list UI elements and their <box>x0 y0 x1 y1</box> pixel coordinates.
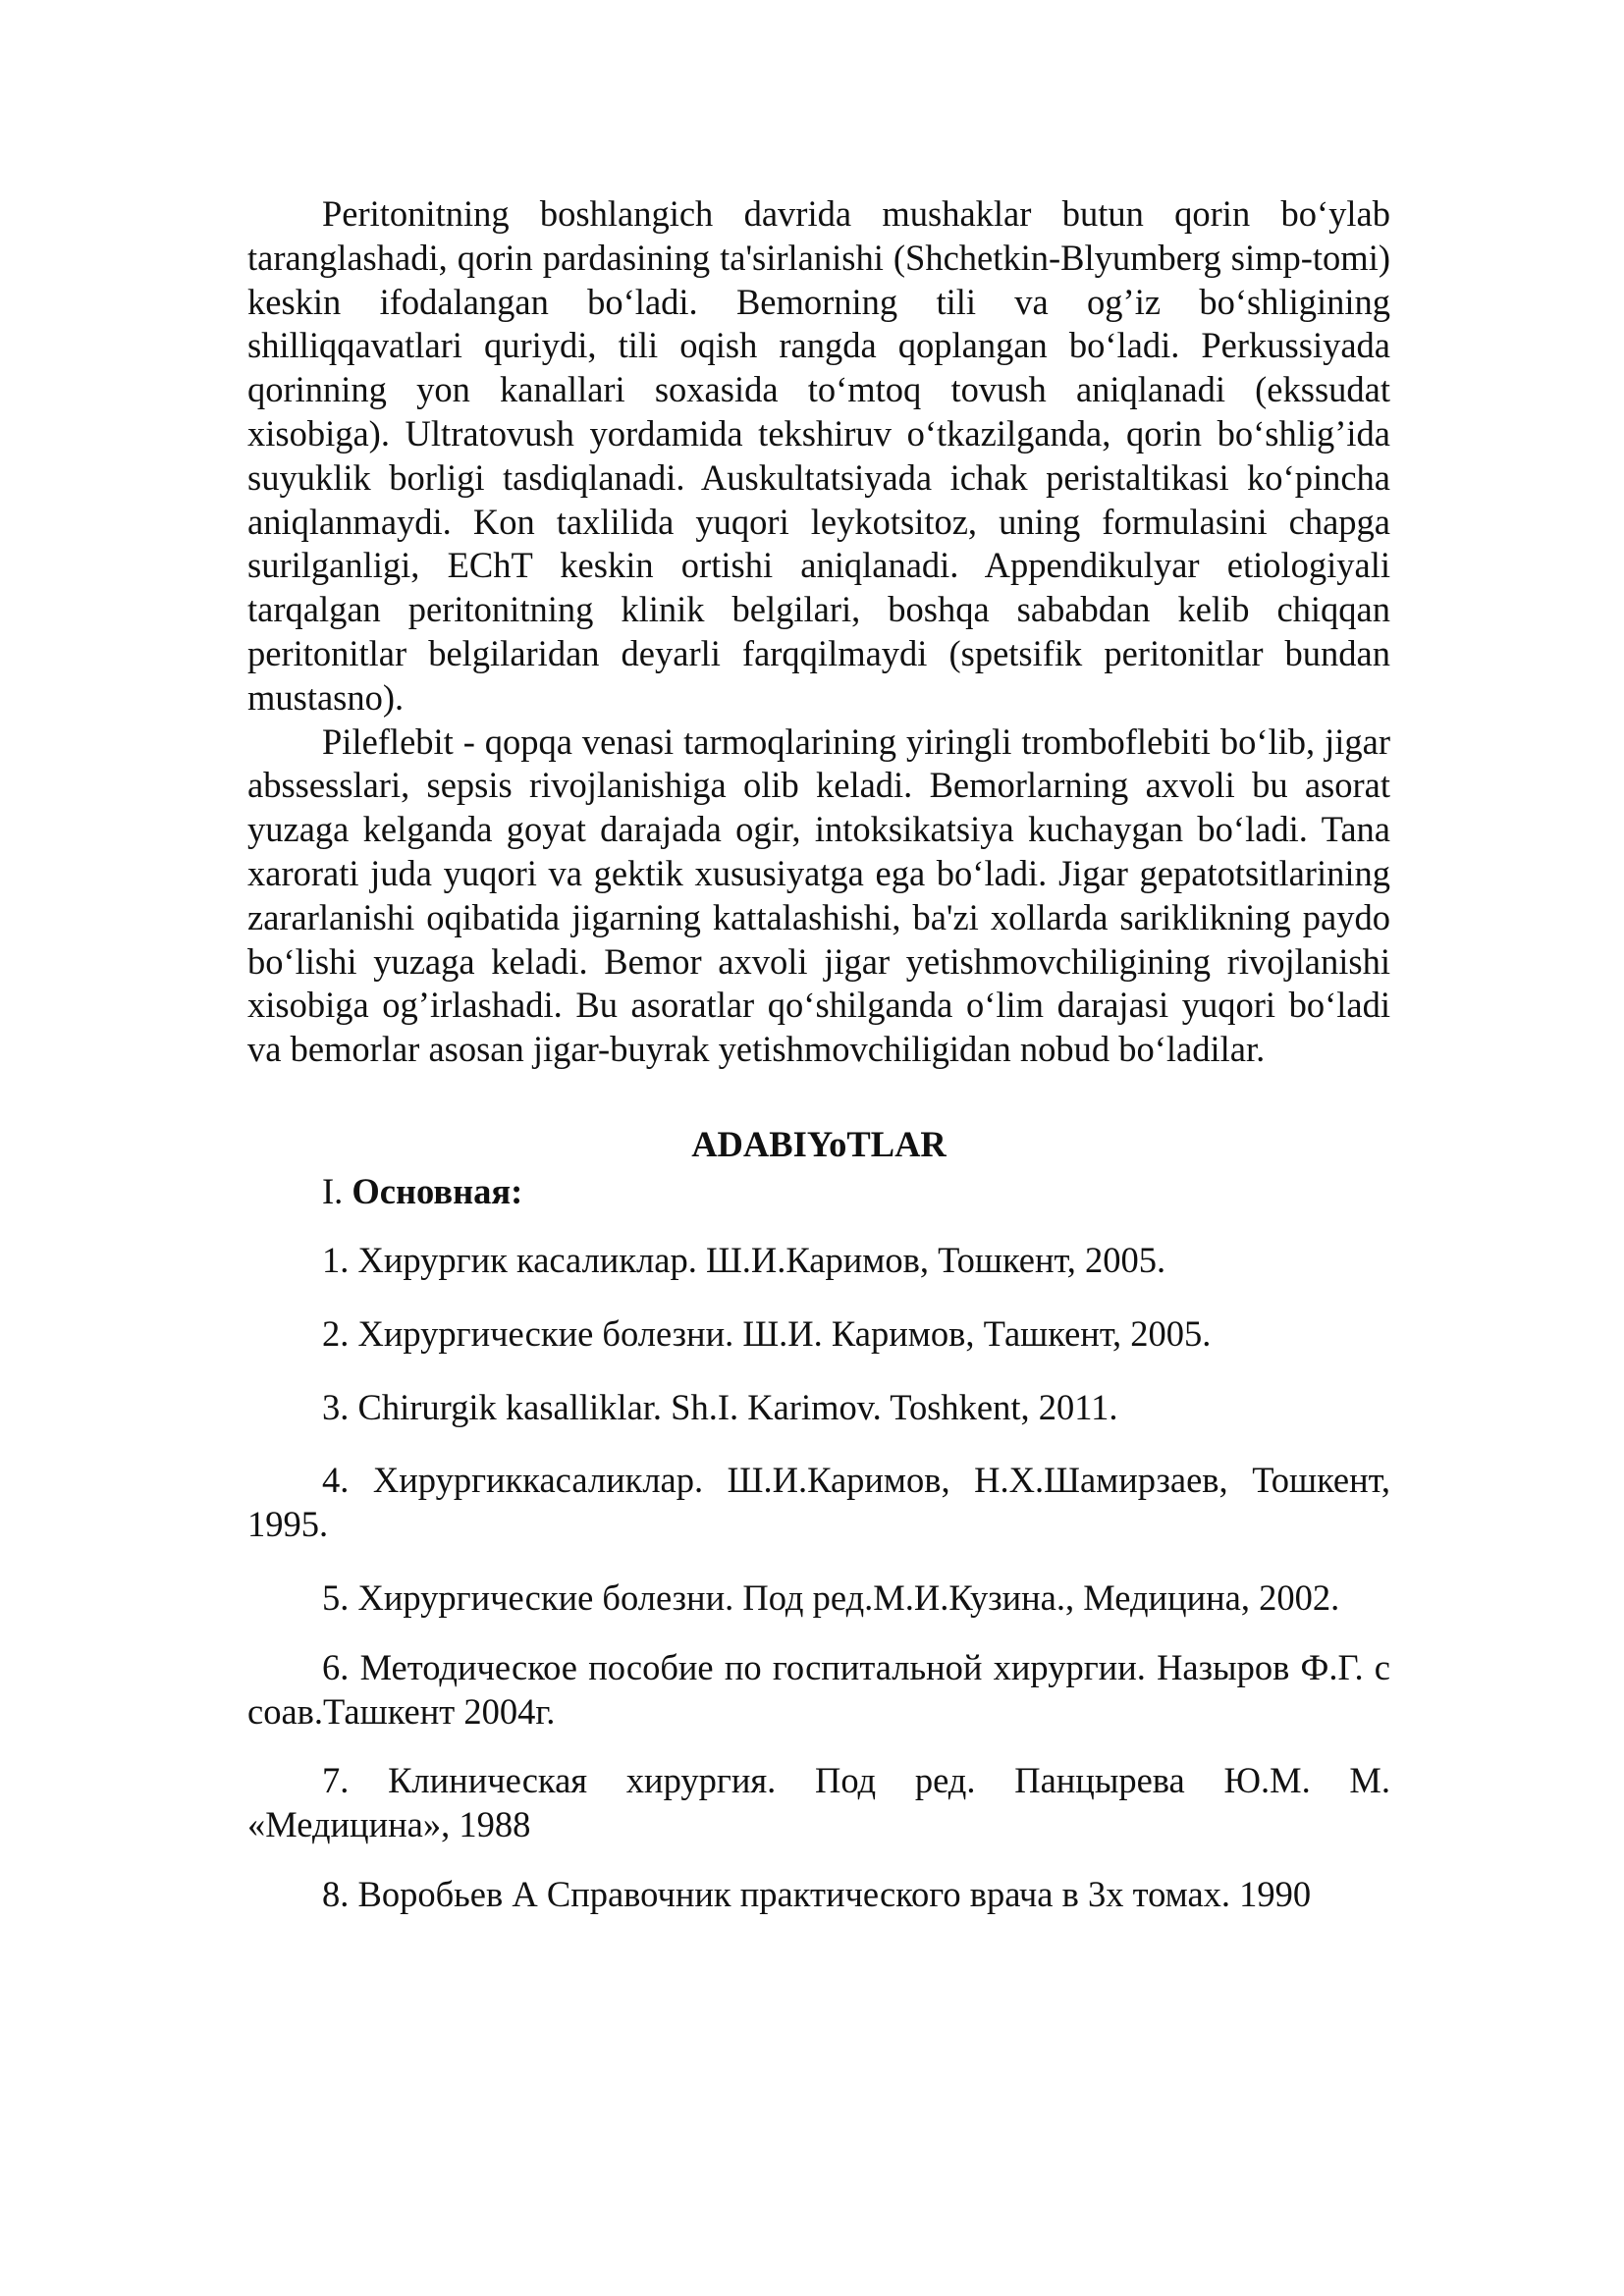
reference-item: 7. Клиническая хирургия. Под ред. Панцырева Ю.М. М. «Медицина», 1988 <box>247 1760 1390 1845</box>
body-paragraph: Peritonitning boshlangich davrida mushaklar butun qorin bo‘ylab taranglashadi, qorin pardasining ta'sirlanishi (Shchetkin-Blyumberg simp-tomi) keskin ifodalangan bo‘ladi. Bemorning tili va og’iz bo‘shligining shilliqqavatlari quriydi, tili oqish rangda qoplangan bo‘ladi. Perkussiyada qorinning yon kanallari soxasida to‘mtoq tovush aniqlanadi (ekssudat xisobiga). Ultratovush yordamida tekshiruv o‘tkazilganda, qorin bo‘shlig’ida suyuklik borligi tasdiqlanadi. Auskultatsiyada ichak peristaltikasi ko‘pincha aniqlanmaydi. Kon taxlilida yuqori leykotsitoz, uning formulasini chapga surilganligi, EChT keskin ortishi aniqlanadi. Appendikulyar etiologiyali tarqalgan peritonitning klinik belgilari, boshqa sababdan kelib chiqqan peritonitlar belgilaridan deyarli farqqilmaydi (spetsifik peritonitlar bundan mustasno). <box>247 193 1390 718</box>
reference-item: 2. Хирургические болезни. Ш.И. Каримов, Ташкент, 2005. <box>322 1312 1212 1354</box>
reference-item: 5. Хирургические болезни. Под ред.М.И.Кузина., Медицина, 2002. <box>322 1576 1340 1618</box>
reference-item: 8. Воробьев А Справочник практического врача в 3х томах. 1990 <box>322 1873 1312 1914</box>
body-paragraph: Pileflebit - qopqa venasi tarmoqlarining yiringli tromboflebiti bo‘lib, jigar abssesslari, sepsis rivojlanishiga olib keladi. Bemorlarning axvoli bu asorat yuzaga kelganda goyat darajada ogir, intoksikatsiya kuchaygan bo‘ladi. Tana xarorati juda yuqori va gektik xususiyatga ega bo‘ladi. Jigar gepatotsitlarining zararlanishi oqibatida jigarning kattalashishi, ba'zi xollarda sariklikning paydo bo‘lishi yuzaga keladi. Bemor axvoli jigar yetishmovchiligining rivojlanishi xisobiga og’irlashadi. Bu asoratlar qo‘shilganda o‘lim darajasi yuqori bo‘ladi va bemorlar asosan jigar-buyrak yetishmovchiligidan nobud bo‘ladilar. <box>247 721 1390 1070</box>
reference-item: 1. Хирургик касаликлар. Ш.И.Каримов, Тошкент, 2005. <box>322 1239 1166 1280</box>
document-page <box>247 192 1390 1917</box>
section-title: Основная: <box>352 1170 523 1211</box>
reference-item: 3. Chirurgik kasalliklar. Sh.I. Karimov. Toshkent, 2011. <box>322 1386 1118 1427</box>
reference-item: 4. Хирургиккасаликлар. Ш.И.Каримов, Н.Х.Шамирзаев, Тошкент, 1995. <box>247 1460 1390 1545</box>
reference-item: 6. Методическое пособие по госпитальной хирургии. Назыров Ф.Г. с соав.Ташкент 2004г. <box>247 1646 1390 1732</box>
references-heading: ADABIYoTLAR <box>691 1123 947 1164</box>
references-section-title <box>247 1168 1390 1215</box>
section-number: I. <box>322 1170 344 1211</box>
